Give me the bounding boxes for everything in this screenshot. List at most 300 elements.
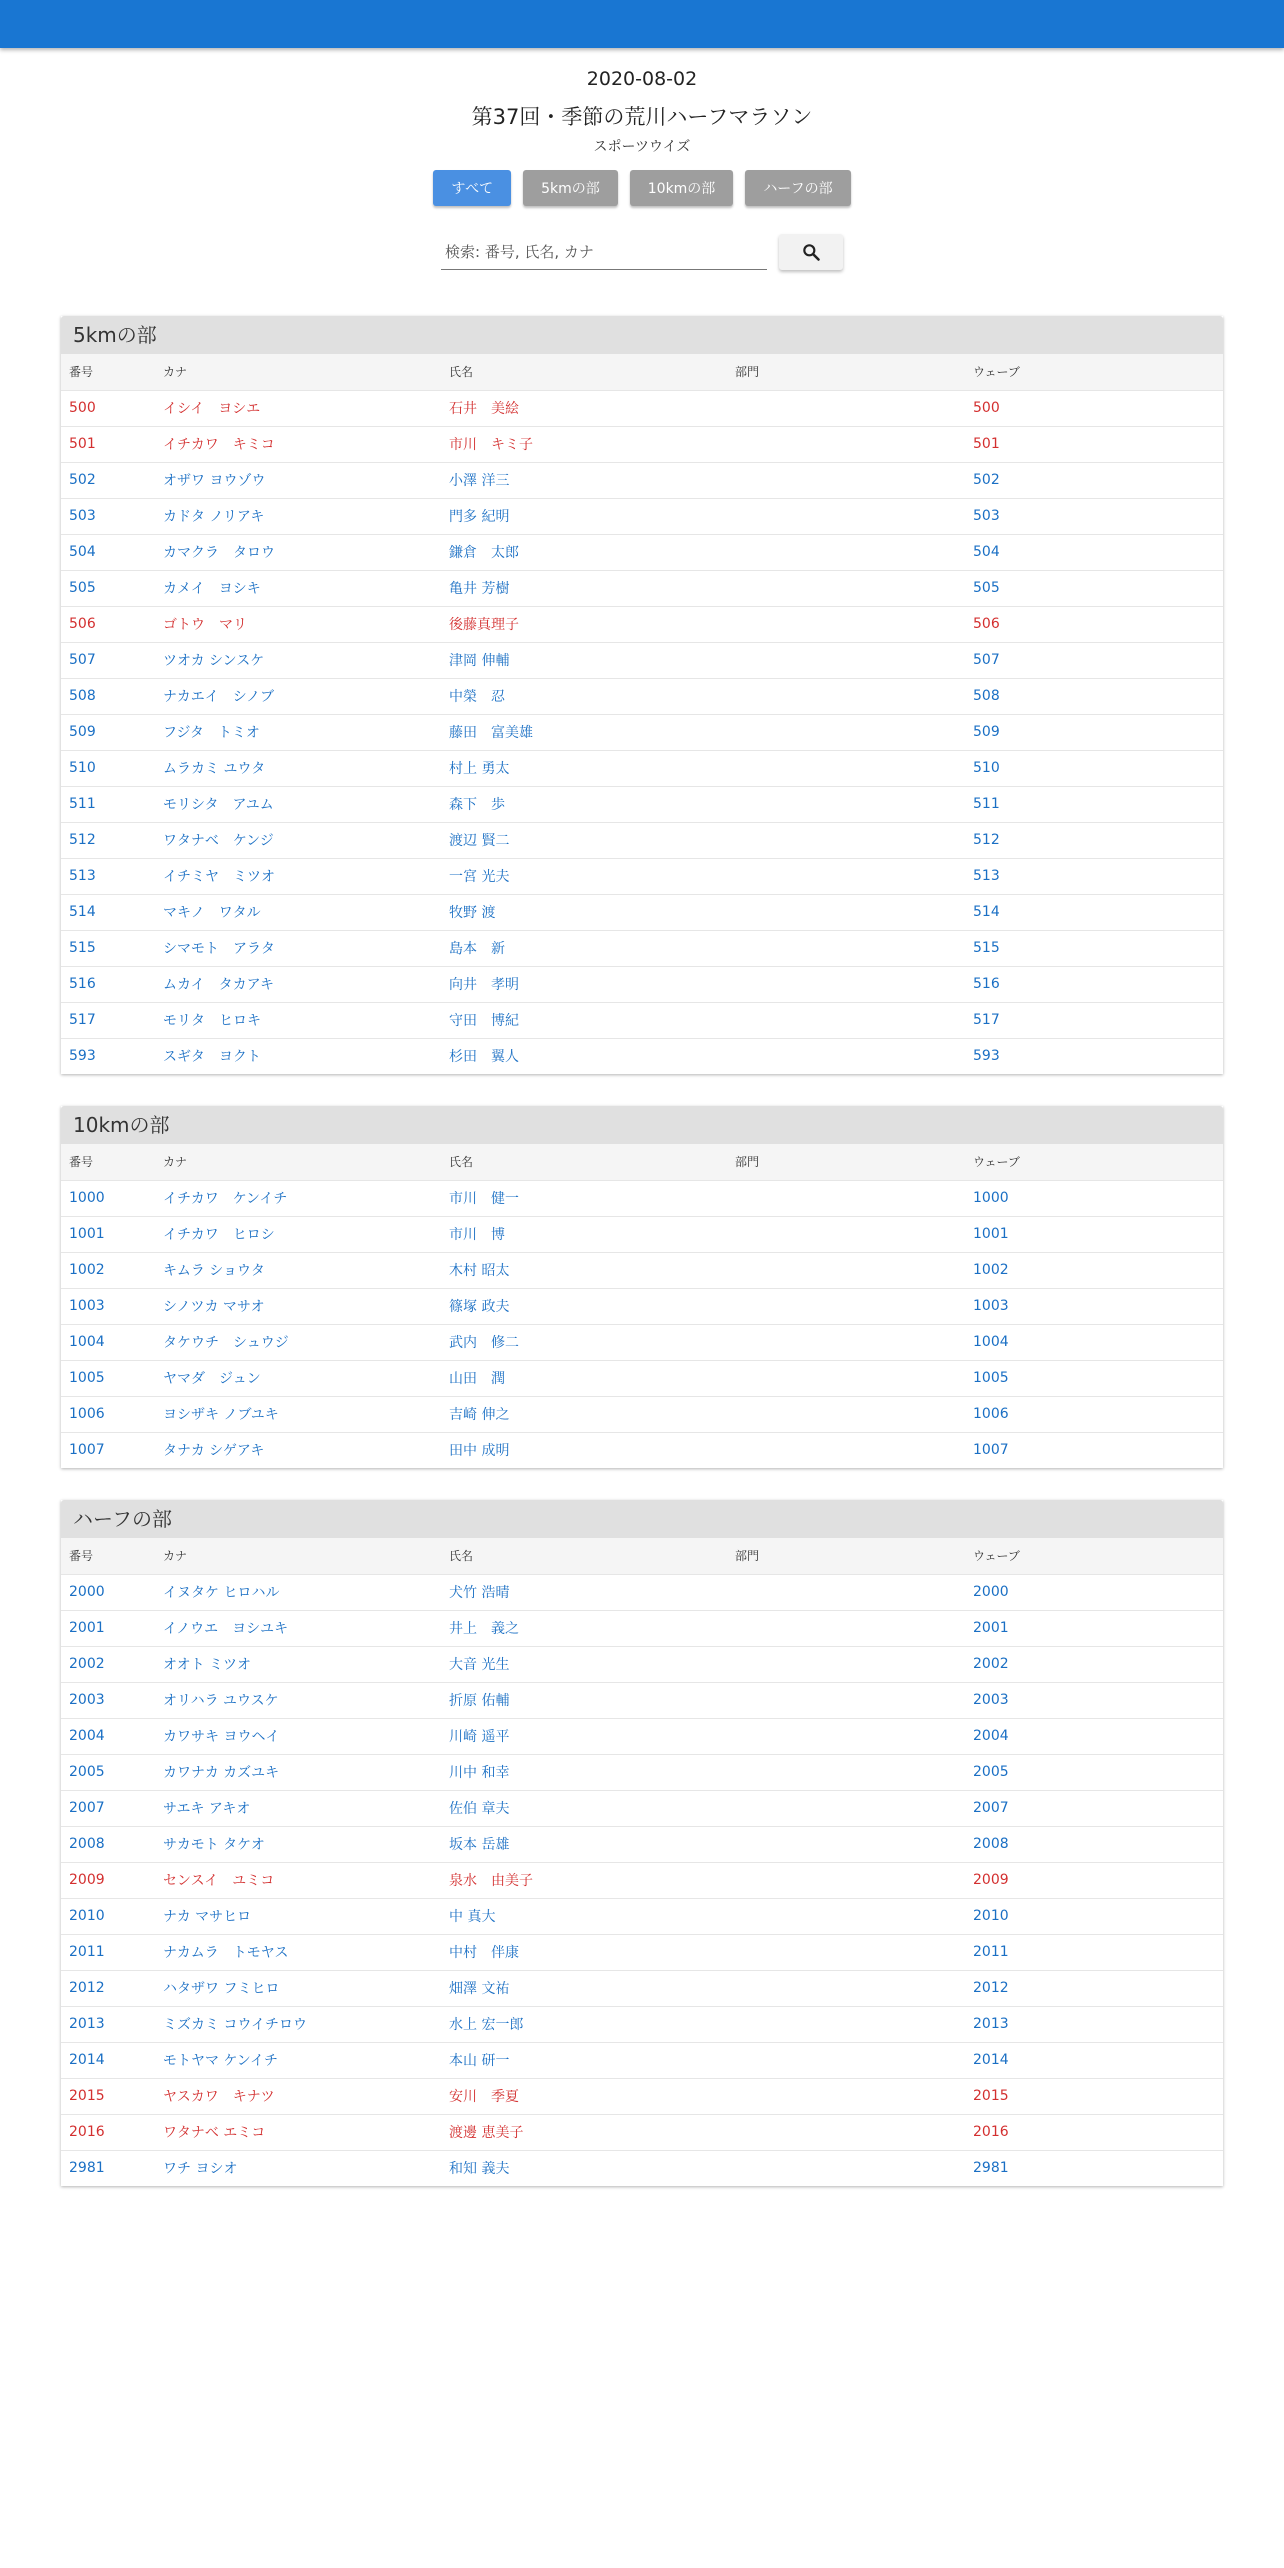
bib-number-cell: 506 (69, 616, 96, 632)
event-date: 2020-08-02 (586, 68, 698, 90)
name-cell: 川中 和幸 (449, 1765, 510, 1781)
division-cell (727, 642, 965, 678)
name-cell: 佐伯 章夫 (449, 1801, 510, 1817)
kana-cell: ムカイ タカアキ (163, 977, 275, 993)
table-row[interactable] (61, 678, 1223, 714)
name-cell: 川崎 遥平 (449, 1729, 510, 1745)
kana-cell: ワチ ヨシオ (163, 2161, 238, 2178)
table-row[interactable] (61, 462, 1223, 498)
wave-cell: 508 (973, 688, 1000, 704)
name-cell: 坂本 岳雄 (449, 1837, 510, 1853)
results-section (61, 1500, 1223, 2186)
table-row[interactable] (61, 1432, 1223, 1468)
name-cell: 小澤 洋三 (449, 473, 510, 489)
table-row[interactable] (61, 1826, 1223, 1862)
division-cell (727, 2114, 965, 2150)
name-cell: 畑澤 文祐 (449, 1981, 510, 1997)
search-icon (801, 242, 821, 262)
kana-cell: ゴトウ マリ (163, 617, 247, 633)
bib-number-cell: 515 (69, 940, 96, 956)
kana-cell: ヤスカワ キナツ (163, 2089, 275, 2105)
name-cell: 石井 美絵 (449, 401, 519, 417)
bib-number-cell: 2001 (69, 1620, 105, 1636)
name-cell: 大音 光生 (449, 1657, 510, 1673)
kana-cell: ハタザワ フミヒロ (163, 1981, 280, 1997)
table-row[interactable] (61, 1862, 1223, 1898)
table-row[interactable] (61, 1610, 1223, 1646)
wave-cell: 517 (973, 1012, 1000, 1028)
name-cell: 森下 歩 (449, 797, 505, 813)
division-cell (727, 678, 965, 714)
bib-number-cell: 512 (69, 832, 96, 848)
kana-cell: カメイ ヨシキ (163, 581, 261, 597)
kana-cell: カワサキ ヨウヘイ (163, 1729, 280, 1745)
bib-number-cell: 2007 (69, 1800, 105, 1816)
table-row[interactable] (61, 750, 1223, 786)
table-row[interactable] (61, 930, 1223, 966)
bib-number-cell: 2000 (69, 1584, 105, 1600)
division-cell (727, 498, 965, 534)
category-filters (0, 170, 1284, 206)
division-cell (727, 1610, 965, 1646)
name-cell: 水上 宏一郎 (449, 2017, 524, 2033)
bib-number-cell: 502 (69, 472, 96, 488)
table-row[interactable] (61, 1970, 1223, 2006)
kana-cell: カドタ ノリアキ (163, 509, 265, 525)
kana-cell: サエキ アキオ (163, 1801, 251, 1817)
wave-cell: 593 (973, 1048, 1000, 1065)
wave-cell: 2013 (973, 2016, 1009, 2032)
table-row[interactable] (61, 2042, 1223, 2078)
kana-cell: ツオカ シンスケ (163, 653, 265, 669)
bib-number-cell: 511 (69, 796, 96, 812)
division-cell (727, 786, 965, 822)
bib-number-cell: 513 (69, 868, 96, 884)
bib-number-cell: 2011 (69, 1944, 105, 1960)
name-cell: 泉水 由美子 (449, 1873, 533, 1889)
bib-number-cell: 516 (69, 976, 96, 992)
table-row[interactable] (61, 498, 1223, 534)
bib-number-cell: 517 (69, 1012, 96, 1028)
kana-cell: ワタナベ エミコ (163, 2125, 266, 2141)
division-cell (727, 426, 965, 462)
table-row[interactable] (61, 1288, 1223, 1324)
division-cell (727, 1682, 965, 1718)
wave-cell: 2003 (973, 1692, 1009, 1708)
kana-cell: ナカムラ トモヤス (163, 1945, 289, 1961)
division-cell (727, 930, 965, 966)
division-cell (727, 1432, 965, 1468)
division-cell (727, 1324, 965, 1360)
wave-cell: 1007 (973, 1442, 1009, 1459)
table-header-row (61, 1538, 1223, 1574)
wave-cell: 511 (973, 796, 1000, 812)
table-row[interactable] (61, 606, 1223, 642)
name-cell: 守田 博紀 (449, 1013, 519, 1029)
kana-cell: スギタ ヨクト (163, 1049, 261, 1066)
wave-cell: 505 (973, 580, 1000, 596)
kana-cell: タナカ シゲアキ (163, 1443, 265, 1460)
bib-number-cell: 501 (69, 436, 96, 452)
wave-cell: 503 (973, 508, 1000, 524)
division-cell (727, 1898, 965, 1934)
division-cell (727, 1360, 965, 1396)
division-cell (727, 1934, 965, 1970)
wave-cell: 1002 (973, 1262, 1009, 1278)
kana-cell: イヌタケ ヒロハル (163, 1585, 280, 1601)
column-header-number[interactable]: 番号 (69, 1155, 94, 1170)
bib-number-cell: 2008 (69, 1836, 105, 1852)
wave-cell: 1001 (973, 1226, 1009, 1242)
name-cell: 亀井 芳樹 (449, 581, 510, 597)
column-header-name[interactable]: 氏名 (449, 1549, 474, 1564)
table-row[interactable] (61, 1180, 1223, 1216)
search-button[interactable] (779, 234, 843, 270)
wave-cell: 507 (973, 652, 1000, 668)
table-row[interactable] (61, 1754, 1223, 1790)
name-cell: 市川 健一 (449, 1191, 519, 1207)
wave-cell: 515 (973, 940, 1000, 956)
name-cell: 山田 潤 (449, 1371, 505, 1387)
bib-number-cell: 1003 (69, 1298, 105, 1314)
column-header-wave[interactable]: ウェーブ (973, 1155, 1020, 1170)
column-header-wave[interactable]: ウェーブ (973, 1549, 1020, 1564)
kana-cell: モトヤマ ケンイチ (163, 2053, 279, 2069)
wave-cell: 504 (973, 544, 1000, 560)
name-cell: 井上 義之 (449, 1621, 519, 1637)
name-cell: 牧野 渡 (449, 905, 496, 921)
division-cell (727, 1754, 965, 1790)
bib-number-cell: 504 (69, 544, 96, 560)
kana-cell: ムラカミ ユウタ (163, 761, 266, 777)
table-row[interactable] (61, 390, 1223, 426)
column-header-kana[interactable]: カナ (163, 1155, 188, 1170)
table-row[interactable] (61, 570, 1223, 606)
wave-cell: 2004 (973, 1728, 1009, 1744)
table-row[interactable] (61, 966, 1223, 1002)
column-header-division[interactable]: 部門 (735, 1155, 760, 1170)
bib-number-cell: 507 (69, 652, 96, 668)
name-cell: 市川 キミ子 (449, 437, 533, 453)
bib-number-cell: 1001 (69, 1226, 105, 1242)
table-row[interactable] (61, 2114, 1223, 2150)
wave-cell: 2981 (973, 2160, 1009, 2177)
name-cell: 藤田 富美雄 (449, 725, 533, 741)
bib-number-cell: 593 (69, 1048, 96, 1065)
app-bar (0, 0, 1284, 48)
bib-number-cell: 503 (69, 508, 96, 524)
filter-half-button[interactable]: ハーフの部 (745, 170, 850, 206)
kana-cell: ナカエイ シノブ (163, 689, 275, 705)
kana-cell: イチミヤ ミツオ (163, 869, 275, 885)
wave-cell: 2007 (973, 1800, 1009, 1816)
division-cell (727, 1718, 965, 1754)
bib-number-cell: 2009 (69, 1872, 105, 1888)
kana-cell: マキノ ワタル (163, 905, 261, 921)
kana-cell: イノウエ ヨシユキ (163, 1621, 289, 1637)
table-header-row (61, 354, 1223, 390)
column-header-number[interactable]: 番号 (69, 365, 94, 380)
column-header-name[interactable]: 氏名 (449, 365, 474, 380)
wave-cell: 510 (973, 760, 1000, 776)
bib-number-cell: 2014 (69, 2052, 105, 2068)
bib-number-cell: 1005 (69, 1370, 105, 1386)
wave-cell: 516 (973, 976, 1000, 992)
kana-cell: オリハラ ユウスケ (163, 1693, 279, 1709)
bib-number-cell: 505 (69, 580, 96, 596)
table-row[interactable] (61, 1360, 1223, 1396)
table-row[interactable] (61, 858, 1223, 894)
kana-cell: イシイ ヨシエ (163, 401, 261, 417)
wave-cell: 1000 (973, 1190, 1009, 1206)
wave-cell: 2001 (973, 1620, 1009, 1636)
wave-cell: 501 (973, 436, 1000, 452)
division-cell (727, 1970, 965, 2006)
name-cell: 武内 修二 (449, 1335, 519, 1351)
wave-cell: 506 (973, 616, 1000, 632)
wave-cell: 509 (973, 724, 1000, 740)
search-input[interactable] (441, 235, 767, 270)
bib-number-cell: 2012 (69, 1980, 105, 1996)
section-title: 5kmの部 (61, 316, 1223, 354)
table-row[interactable] (61, 714, 1223, 750)
kana-cell: ミズカミ コウイチロウ (163, 2017, 308, 2033)
kana-cell: センスイ ユミコ (163, 1873, 275, 1889)
division-cell (727, 1002, 965, 1038)
organizer-name: スポーツウイズ (593, 139, 691, 155)
division-cell (727, 2042, 965, 2078)
kana-cell: カマクラ タロウ (163, 545, 275, 561)
division-cell (727, 1826, 965, 1862)
runners-table (61, 354, 1223, 1074)
bib-number-cell: 1000 (69, 1190, 105, 1206)
kana-cell: ヤマダ ジュン (163, 1371, 261, 1387)
wave-cell: 2009 (973, 1872, 1009, 1888)
name-cell: 島本 新 (449, 941, 505, 957)
division-cell (727, 2006, 965, 2042)
table-row[interactable] (61, 642, 1223, 678)
kana-cell: イチカワ キミコ (163, 437, 275, 453)
kana-cell: ワタナベ ケンジ (163, 833, 274, 849)
name-cell: 中 真大 (449, 1909, 496, 1925)
bib-number-cell: 508 (69, 688, 96, 704)
runners-table (61, 1144, 1223, 1468)
division-cell (727, 1790, 965, 1826)
kana-cell: モリシタ アユム (163, 797, 274, 813)
filter-all-button[interactable]: すべて (433, 170, 511, 206)
kana-cell: ナカ マサヒロ (163, 1909, 252, 1925)
division-cell (727, 894, 965, 930)
bib-number-cell: 2002 (69, 1656, 105, 1672)
kana-cell: ヨシザキ ノブユキ (163, 1407, 279, 1423)
wave-cell: 2012 (973, 1980, 1009, 1996)
wave-cell: 2011 (973, 1944, 1009, 1960)
search-bar (0, 234, 1284, 270)
division-cell (727, 1646, 965, 1682)
name-cell: 和知 義夫 (449, 2161, 510, 2178)
name-cell: 安川 季夏 (449, 2089, 519, 2105)
name-cell: 本山 研一 (449, 2053, 510, 2069)
division-cell (727, 1038, 965, 1074)
division-cell (727, 1288, 965, 1324)
division-cell (727, 1574, 965, 1610)
results-section (61, 316, 1223, 1074)
name-cell: 中榮 忍 (449, 689, 505, 705)
table-row[interactable] (61, 894, 1223, 930)
table-row[interactable] (61, 1718, 1223, 1754)
division-cell (727, 2150, 965, 2186)
wave-cell: 1006 (973, 1406, 1009, 1422)
wave-cell: 1005 (973, 1370, 1009, 1386)
bib-number-cell: 2016 (69, 2124, 105, 2140)
division-cell (727, 750, 965, 786)
division-cell (727, 858, 965, 894)
division-cell (727, 570, 965, 606)
column-header-kana[interactable]: カナ (163, 365, 188, 380)
wave-cell: 2016 (973, 2124, 1009, 2140)
division-cell (727, 606, 965, 642)
runners-table (61, 1538, 1223, 2186)
column-header-kana[interactable]: カナ (163, 1549, 188, 1564)
division-cell (727, 1252, 965, 1288)
section-title: ハーフの部 (61, 1500, 1223, 1538)
event-header (0, 68, 1284, 156)
kana-cell: サカモト タケオ (163, 1837, 265, 1853)
table-row[interactable] (61, 1002, 1223, 1038)
division-cell (727, 1862, 965, 1898)
division-cell (727, 966, 965, 1002)
wave-cell: 2010 (973, 1908, 1009, 1924)
bib-number-cell: 2013 (69, 2016, 105, 2032)
name-cell: 渡邊 恵美子 (449, 2125, 524, 2141)
bib-number-cell: 2003 (69, 1692, 105, 1708)
kana-cell: イチカワ ヒロシ (163, 1227, 275, 1243)
bib-number-cell: 500 (69, 400, 96, 416)
bib-number-cell: 1007 (69, 1442, 105, 1459)
kana-cell: カワナカ カズユキ (163, 1765, 280, 1781)
wave-cell: 2000 (973, 1584, 1009, 1600)
division-cell (727, 1180, 965, 1216)
table-row[interactable] (61, 1574, 1223, 1610)
bib-number-cell: 2010 (69, 1908, 105, 1924)
column-header-division[interactable]: 部門 (735, 1549, 760, 1564)
table-header-row (61, 1144, 1223, 1180)
bib-number-cell: 509 (69, 724, 96, 740)
results-container (0, 316, 1284, 2186)
kana-cell: キムラ ショウタ (163, 1263, 265, 1279)
wave-cell: 502 (973, 472, 1000, 488)
results-section (61, 1106, 1223, 1468)
filter-5km-button[interactable]: 5kmの部 (523, 170, 618, 206)
table-row[interactable] (61, 2078, 1223, 2114)
table-row[interactable] (61, 1898, 1223, 1934)
wave-cell: 514 (973, 904, 1000, 920)
division-cell (727, 534, 965, 570)
division-cell (727, 714, 965, 750)
wave-cell: 2014 (973, 2052, 1009, 2068)
table-row[interactable] (61, 2006, 1223, 2042)
table-row[interactable] (61, 1646, 1223, 1682)
division-cell (727, 1216, 965, 1252)
column-header-name[interactable]: 氏名 (449, 1155, 474, 1170)
table-row[interactable] (61, 534, 1223, 570)
wave-cell: 2005 (973, 1764, 1009, 1780)
name-cell: 渡辺 賢二 (449, 833, 510, 849)
table-row[interactable] (61, 1790, 1223, 1826)
wave-cell: 2008 (973, 1836, 1009, 1852)
table-row[interactable] (61, 1396, 1223, 1432)
column-header-division[interactable]: 部門 (735, 365, 760, 380)
section-title: 10kmの部 (61, 1106, 1223, 1144)
bib-number-cell: 1006 (69, 1406, 105, 1422)
event-title: 第37回・季節の荒川ハーフマラソン (471, 105, 813, 129)
kana-cell: シノツカ マサオ (163, 1299, 265, 1315)
name-cell: 村上 勇太 (449, 761, 510, 777)
division-cell (727, 1396, 965, 1432)
kana-cell: フジタ トミオ (163, 725, 260, 741)
bib-number-cell: 2015 (69, 2088, 105, 2104)
name-cell: 吉崎 伸之 (449, 1407, 510, 1423)
table-row[interactable] (61, 1252, 1223, 1288)
bib-number-cell: 514 (69, 904, 96, 920)
wave-cell: 500 (973, 400, 1000, 416)
bib-number-cell: 2004 (69, 1728, 105, 1744)
name-cell: 鎌倉 太郎 (449, 545, 519, 561)
table-row[interactable] (61, 426, 1223, 462)
division-cell (727, 390, 965, 426)
name-cell: 一宮 光夫 (449, 869, 510, 885)
kana-cell: オオト ミツオ (163, 1657, 252, 1673)
kana-cell: モリタ ヒロキ (163, 1013, 261, 1029)
table-row[interactable] (61, 1324, 1223, 1360)
name-cell: 門多 紀明 (449, 509, 510, 525)
kana-cell: イチカワ ケンイチ (163, 1191, 288, 1207)
division-cell (727, 462, 965, 498)
column-header-wave[interactable]: ウェーブ (973, 365, 1020, 380)
table-row[interactable] (61, 1682, 1223, 1718)
table-row[interactable] (61, 1038, 1223, 1074)
name-cell: 篠塚 政夫 (449, 1299, 510, 1315)
wave-cell: 513 (973, 868, 1000, 884)
column-header-number[interactable]: 番号 (69, 1549, 94, 1564)
name-cell: 田中 成明 (449, 1443, 510, 1460)
kana-cell: オザワ ヨウゾウ (163, 473, 266, 489)
table-row[interactable] (61, 1216, 1223, 1252)
kana-cell: シマモト アラタ (163, 941, 275, 957)
bib-number-cell: 1002 (69, 1262, 105, 1278)
table-row[interactable] (61, 1934, 1223, 1970)
bib-number-cell: 1004 (69, 1334, 105, 1350)
filter-10km-button[interactable]: 10kmの部 (630, 170, 734, 206)
bib-number-cell: 2981 (69, 2160, 105, 2177)
name-cell: 中村 伴康 (449, 1945, 519, 1961)
wave-cell: 2015 (973, 2088, 1009, 2104)
name-cell: 折原 佑輔 (449, 1693, 510, 1709)
division-cell (727, 2078, 965, 2114)
table-row[interactable] (61, 822, 1223, 858)
table-row[interactable] (61, 786, 1223, 822)
wave-cell: 512 (973, 832, 1000, 848)
table-row[interactable] (61, 2150, 1223, 2186)
name-cell: 後藤真理子 (449, 617, 519, 633)
bib-number-cell: 2005 (69, 1764, 105, 1780)
name-cell: 向井 孝明 (449, 977, 519, 993)
name-cell: 犬竹 浩晴 (449, 1585, 510, 1601)
kana-cell: タケウチ シュウジ (163, 1335, 289, 1351)
wave-cell: 1004 (973, 1334, 1009, 1350)
name-cell: 市川 博 (449, 1227, 505, 1243)
bib-number-cell: 510 (69, 760, 96, 776)
